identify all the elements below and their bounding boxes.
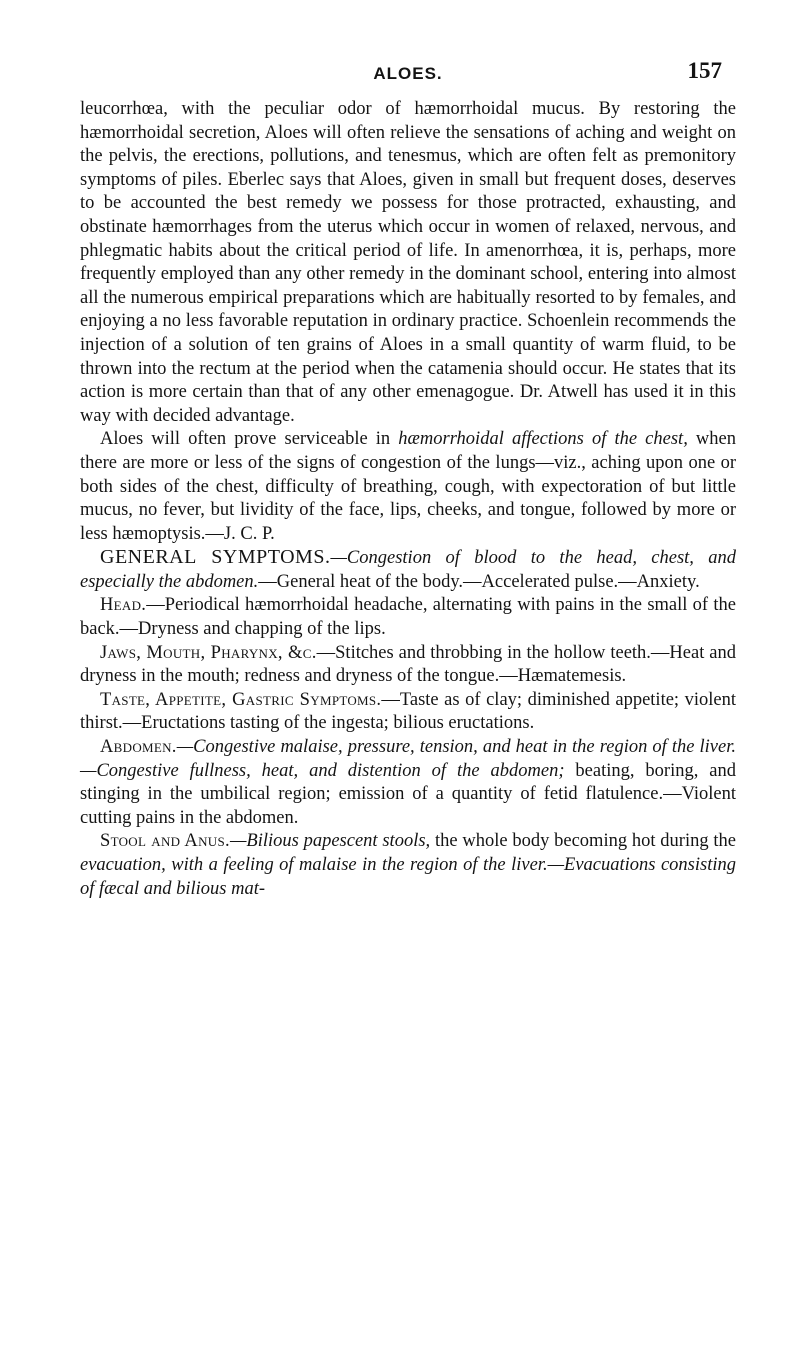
section-head: [80, 594, 736, 641]
text-run: the whole body becoming hot during the: [430, 831, 736, 852]
general-symptoms: [80, 546, 736, 594]
text-run: when there are more or less of the signs of congestion of the lungs—viz., aching upon one or both sides of the chest, difficulty of breathing, cough, with expectoration of but little mucus, no fever, but lividity of the face, lips, cheeks, and tongue, followed by more or less hæmoptysis.—J. C. P.: [80, 429, 737, 544]
section-label: Head.: [100, 595, 147, 616]
general-symptoms-heading: GENERAL SYMPTOMS.: [100, 546, 331, 569]
section-abdomen: [80, 736, 736, 830]
text-run: Aloes will often prove serviceable in: [100, 429, 399, 450]
section-label: Abdomen.: [100, 737, 177, 758]
running-header: [80, 58, 736, 94]
section-taste-appetite: [80, 689, 736, 736]
paragraph-chest-affections: [80, 428, 736, 546]
text-run: beating, boring, and stinging in the umbilical region; emission of a quantity of fetid flatulence.—Violent cutting pains in the abdomen.: [80, 760, 736, 828]
section-jaws-mouth: [80, 642, 736, 689]
body-text: [80, 98, 736, 901]
running-title: ALOES.: [373, 64, 443, 83]
italic-run: —Bilious papescent stools,: [229, 831, 431, 852]
section-label: Stool and Anus.: [100, 831, 230, 852]
italic-run: —Congestion of blood to the head, chest, and especially the abdomen.: [80, 548, 736, 592]
paragraph-leucorrhoea: leucorrhœa, with the peculiar odor of hæmorrhoidal mucus. By restoring the hæmorrhoidal secretion, Aloes will often relieve the sensations of aching and weight on the pelvis, the erections, pollutions, and tenesmus, which are often felt as premonitory symptoms of piles. Eberlec says that Aloes, given in small but frequent doses, deserves to be accounted the best remedy we possess for those protracted, exhausting, and obstinate hæmorrhages from the uterus which occur in women of relaxed, nervous, and phlegmatic habits about the critical period of life. In amenorrhœa, it is, perhaps, more frequently employed than any other remedy in the dominant school, entering into almost all the numerous empirical preparations which are habitually resorted to by females, and enjoying a no less favorable reputation in ordinary practice. Schoenlein recommends the injection of a solution of ten grains of Aloes in a small quantity of warm fluid, to be thrown into the rectum at the period when the catamenia should occur. He states that its action is more certain than that of any other emenagogue. Dr. Atwell has used it in this way with decided advantage.: [80, 99, 736, 426]
text-run: —Periodical hæmorrhoidal headache, alternating with pains in the small of the back.—Dryness and chapping of the lips.: [80, 595, 736, 640]
section-label: Jaws, Mouth, Pharynx, &c.: [100, 642, 317, 663]
italic-run: hæmorrhoidal affections of the chest,: [398, 429, 688, 450]
italic-run: —Congestive malaise, pressure, tension, and heat in the region of the liver.—Congestive fullness, heat, and distention of the abdomen;: [80, 737, 736, 781]
text-run: —Stitches and throbbing in the hollow teeth.—Heat and dryness in the mouth; redness and dryness of the tongue.—Hæmatemesis.: [80, 642, 736, 687]
page-number: 157: [687, 58, 722, 83]
text-run: —General heat of the body.—Accelerated pulse.—Anxiety.: [258, 571, 700, 592]
text-run: —Taste as of clay; diminished appetite; violent thirst.—Eructations tasting of the ingesta; bilious eructations.: [80, 689, 736, 734]
section-stool-anus: [80, 830, 736, 901]
section-label: Taste, Appetite, Gastric Symptoms.: [100, 689, 382, 710]
italic-run: evacuation, with a feeling of malaise in the region of the liver.—Evacuations consisting of fæcal and bilious mat-: [80, 855, 736, 899]
